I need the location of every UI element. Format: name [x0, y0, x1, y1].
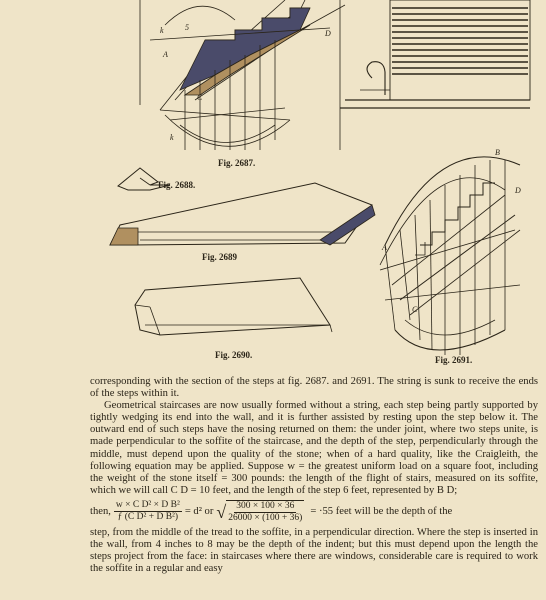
equation-numerator-1: w × C D² × D B² [115, 500, 180, 511]
caption-fig-2688: Fig. 2688. [158, 180, 196, 190]
equation [90, 498, 538, 526]
label-b: B [495, 148, 500, 157]
caption-fig-2691: Fig. 2691. [435, 355, 473, 365]
label-c2: C [412, 305, 418, 314]
label-a: A [163, 50, 168, 59]
equation-denominator-1: ƒ (C D² + D B²) [117, 512, 179, 523]
paragraph-2: Geometrical staircases are now usually formed without a string, each step being partly supported by tightly wedging its end into the wall, and it is further assisted by resting upon the step below it. The outward end of such steps have the nosing returned on them: the under joint, where two steps unite, is made perpendicular to the soffite of the staircase, and the depth of the step, perpendicularly through the middle, must depend upon the quality of the stone; when of a hard quality, like the Craigleith, the following equation may be applied. Suppose w = the greatest uniform load on a square foot, including the weight of the stone itself = 300 pounds: the length of the flight of stairs, measured on its soffite, which we will call C D = 10 feet, and the length of the step 6 feet, represented by B D; [90, 400, 538, 496]
caption-fig-2689: Fig. 2689 [202, 252, 237, 262]
caption-fig-2690: Fig. 2690. [215, 350, 253, 360]
label-a2: A [382, 243, 387, 252]
equation-tail: = ·55 feet will be the depth of the [310, 505, 453, 517]
label-5: 5 [185, 23, 189, 32]
label-d2: D [515, 186, 521, 195]
equation-numerator-2: 300 × 100 × 36 [236, 500, 295, 511]
label-d: D [325, 29, 331, 38]
paragraph-3: step, from the middle of the tread to the soffite, in a perpendicular direction. Where the step is inserted in the wall, from 4 inches to 8 may be the depth of the indent; but this must depend upon the length the steps project from the face: in staircases where there are windows, considerable care is required to work the soffite in a regular and easy [90, 526, 538, 575]
label-k2: k [170, 133, 174, 142]
equation-denominator-2: 26000 × (100 + 36) [228, 512, 303, 523]
label-c: C [197, 93, 203, 102]
label-k: k [160, 26, 164, 35]
equation-radical [216, 500, 307, 524]
paragraph-1: corresponding with the section of the steps at fig. 2687. and 2691. The string is sunk to receive the ends of the steps within it. [90, 376, 538, 400]
body-text [90, 376, 538, 575]
radical-sign-icon: √ [216, 501, 227, 522]
caption-fig-2687: Fig. 2687. [218, 158, 256, 168]
equation-fraction-1 [114, 500, 182, 523]
equation-mid: = d² or [184, 505, 214, 517]
equation-then: then, [90, 505, 111, 517]
equation-fraction-2 [226, 500, 304, 524]
